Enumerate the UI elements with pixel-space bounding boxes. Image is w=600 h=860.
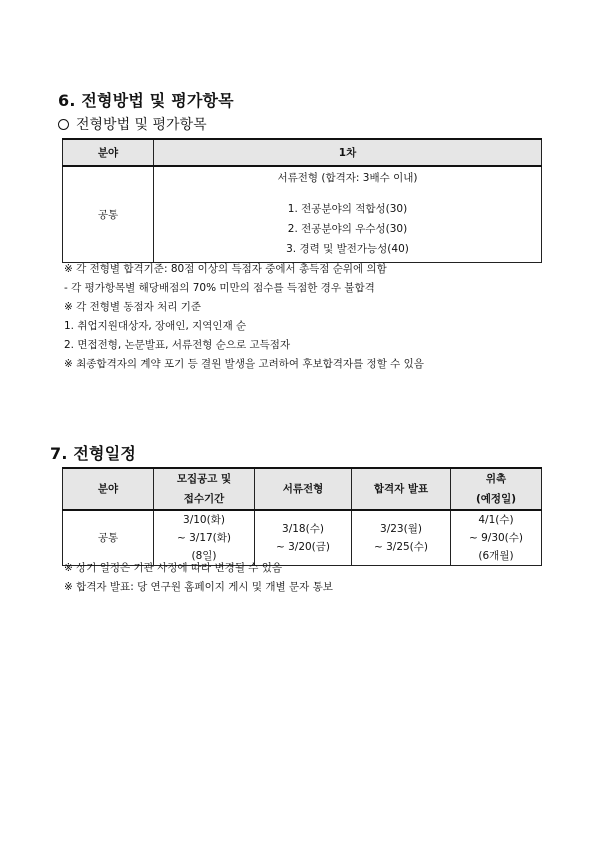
- note-line: 2. 면접전형, 논문발표, 서류전형 순으로 고득점자: [64, 339, 291, 351]
- header-line: 위촉: [485, 473, 507, 485]
- note-line: 1. 취업지원대상자, 장애인, 지역인재 순: [64, 320, 247, 332]
- cell-line: ~ 9/30(수): [468, 532, 524, 544]
- section-7-notes: [64, 559, 333, 597]
- cell-line: ~ 3/25(수): [373, 541, 429, 553]
- header-notice-period: [154, 468, 255, 510]
- header-line: 분야: [97, 483, 119, 495]
- note-line: ※ 각 전형별 동점자 처리 기준: [64, 301, 202, 313]
- cell-line: (8일): [191, 550, 217, 562]
- cell-line: ~ 3/20(금): [275, 541, 331, 553]
- header-announcement: [352, 468, 451, 510]
- header-line: 합격자 발표: [373, 483, 429, 495]
- note-line: - 각 평가항목별 해당배점의 70% 미만의 점수를 득점한 경우 불합격: [64, 282, 375, 294]
- header-line: 모집공고 및: [176, 473, 232, 485]
- table-row: [63, 510, 542, 566]
- header-line: 접수기간: [183, 493, 225, 505]
- announcement-cell: [352, 510, 451, 566]
- field-cell: 공통: [63, 166, 154, 263]
- note-line: ※ 최종합격자의 계약 포기 등 결원 발생을 고려하여 후보합격자를 정할 수 있음: [64, 358, 424, 370]
- cell-line: 3/18(수): [282, 523, 324, 535]
- cell-line: 3/10(화): [183, 514, 225, 526]
- appointment-cell: [451, 510, 542, 566]
- first-round-cell: [154, 166, 542, 263]
- header-line: 서류전형: [282, 483, 324, 495]
- note-line: ※ 상기 일정은 기관 사정에 따라 변경될 수 있음: [64, 562, 283, 574]
- header-field: 분야: [63, 139, 154, 166]
- cell-line: (6개월): [478, 550, 514, 562]
- document-screening-cell: [255, 510, 352, 566]
- header-appointment: [451, 468, 542, 510]
- header-line: (예정일): [475, 493, 517, 505]
- subtitle-text: 전형방법 및 평가항목: [76, 117, 207, 133]
- header-document-screening: [255, 468, 352, 510]
- eval-item: 1. 전공분야의 적합성(30): [287, 203, 408, 215]
- first-round-heading: 서류전형 (합격자: 3배수 이내): [277, 172, 418, 184]
- notice-period-cell: [154, 510, 255, 566]
- section-7-title: 7. 전형일정: [50, 444, 137, 463]
- hollow-circle-bullet-icon: [58, 119, 69, 130]
- header-field: [63, 468, 154, 510]
- field-cell: [63, 510, 154, 566]
- schedule-table: [62, 467, 542, 566]
- section-6-notes: [64, 260, 424, 374]
- cell-line: 공통: [97, 532, 119, 544]
- eval-item: 2. 전공분야의 우수성(30): [287, 223, 408, 235]
- eval-item: 3. 경력 및 발전가능성(40): [286, 243, 409, 255]
- header-first-round: 1차: [154, 139, 542, 166]
- cell-line: ~ 3/17(화): [176, 532, 232, 544]
- table-header-row: [63, 468, 542, 510]
- table-row: [63, 166, 542, 263]
- cell-line: 3/23(월): [380, 523, 422, 535]
- table-header-row: [63, 139, 542, 166]
- evaluation-table: [62, 138, 542, 263]
- section-6-title: 6. 전형방법 및 평가항목: [58, 91, 234, 110]
- note-line: ※ 합격자 발표: 당 연구원 홈페이지 게시 및 개별 문자 통보: [64, 581, 333, 593]
- cell-line: 4/1(수): [478, 514, 514, 526]
- section-6-subtitle: [58, 114, 207, 134]
- note-line: ※ 각 전형별 합격기준: 80점 이상의 득점자 중에서 총득점 순위에 의함: [64, 263, 387, 275]
